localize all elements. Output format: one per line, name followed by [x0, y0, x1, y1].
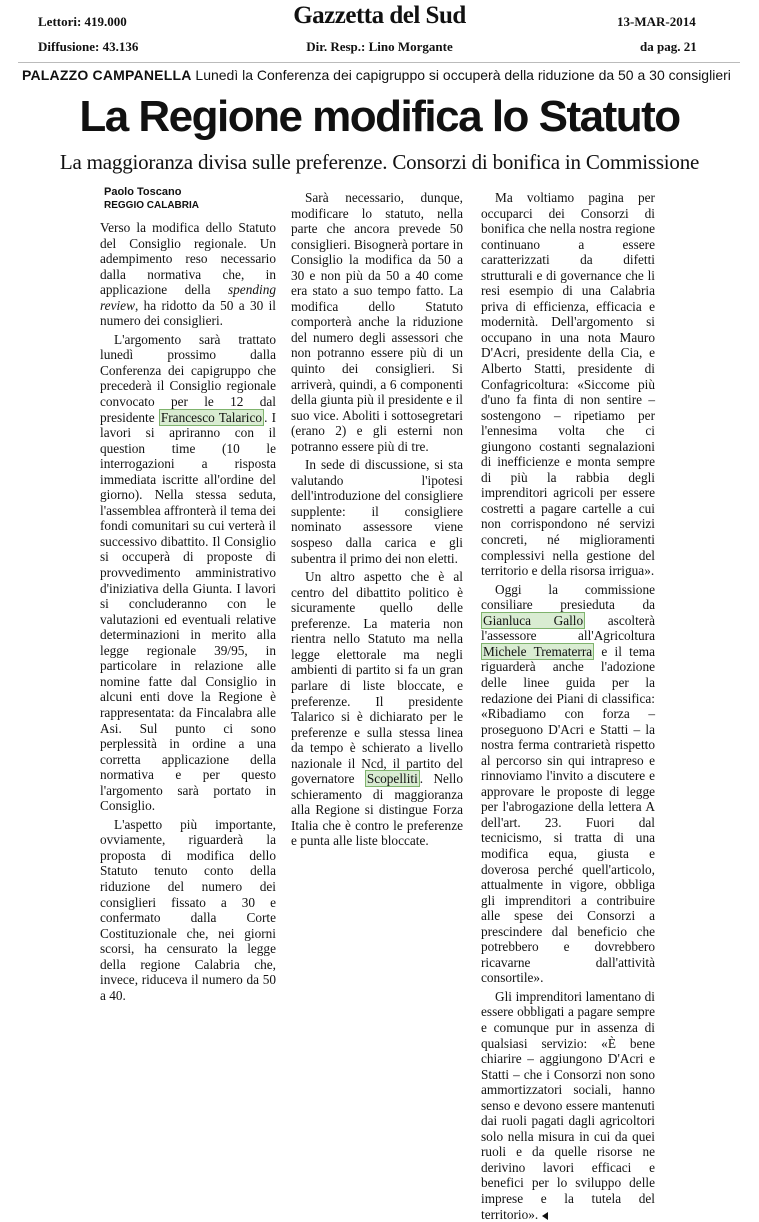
- emphasis: spending review: [100, 282, 276, 313]
- editor-in-chief: Dir. Resp.: Lino Morgante: [306, 39, 453, 54]
- highlighted-name-talarico: Francesco Talarico: [160, 409, 263, 425]
- article-subtitle: La maggioranza divisa sulle preferenze. Consorzi di bonifica in Commissione: [59, 150, 700, 174]
- kicker-label: PALAZZO CAMPANELLA: [22, 67, 192, 83]
- paragraph: Verso la modifica dello Statuto del Consiglio regionale. Un adempimento reso necessario dalla normativa che, in applicazione della spending review, ha ridotto da 50 a 30 il numero dei consiglieri.: [100, 220, 276, 329]
- page-reference: da pag. 21: [640, 39, 697, 54]
- readers-count: Lettori: 419.000: [38, 14, 127, 29]
- paragraph: Oggi la commissione consiliare presieduta da Gianluca Gallo ascolterà l'assessore all'Agricoltura Michele Trematerra e il tema riguarderà anche l'adozione delle linee guida per la redazione dei Piani di classifica: «Ribadiamo con forza – proseguono D'Acri e Statti – la nostra ferma contrarietà rispetto al percorso sin qui intrapreso e rinnoviamo l'invito a discutere e approvare le proposte di legge per l'abrogazione della lettera A dell'art. 23. Fuori dal tecnicismo, si tratta di una modifica equa, giusta e doverosa perché quell'articolo, attualmente in vigore, obbliga gli imprenditori a contribuire alle spese dei Consorzi a prescindere dal beneficio che potrebbero e dovrebbero ricavarne dall'attività consortile».: [481, 581, 656, 986]
- kicker-text: Lunedì la Conferenza dei capigruppo si occuperà della riduzione da 50 a 30 consiglieri: [195, 67, 731, 83]
- masthead-title: Gazzetta del Sud: [293, 2, 466, 29]
- byline-author: Paolo Toscano: [104, 186, 182, 198]
- article-column-3: [481, 190, 656, 1222]
- highlighted-name-gallo: Gianluca Gallo: [483, 612, 584, 628]
- article-title: La Regione modifica lo Statuto: [79, 92, 680, 141]
- circulation-count: Diffusione: 43.136: [38, 39, 139, 54]
- paragraph: Sarà necessario, dunque, modificare lo statuto, nella parte che ancora prevede 50 consiglieri. Bisognerà portare in Consiglio la modifica da 50 a 30 e non più da 50 a 40 come era stato a suo tempo fatto. La modifica dello Statuto comporterà anche la riduzione del numero degli assessori che non potranno essere più di un quinto dei consiglieri. Si arriverà, quindi, a 6 componenti della giunta più il presidente e il suo vice. Aboliti i sottosegretari (erano 2) e gli esterni non potranno essere più di tre.: [291, 190, 463, 454]
- article-kicker: [22, 67, 742, 83]
- header-divider: [18, 62, 740, 63]
- paragraph: L'aspetto più importante, ovviamente, riguarderà la proposta di modifica dello Statuto tenuto conto della riduzione del numero dei consiglieri fissato a 30 e confermato dalla Corte Costituzionale che, nei giorni scorsi, ha censurato la legge della regione Calabria che, invece, riduceva il numero da 50 a 40.: [100, 816, 276, 1003]
- byline-place: REGGIO CALABRIA: [104, 200, 199, 211]
- highlighted-name-trematerra: Michele Trematerra: [483, 643, 593, 659]
- paragraph: Gli imprenditori lamentano di essere obbligati a pagare sempre e comunque pur in assenza di qualsiasi servizio: «È bene chiarire – aggiungono D'Acri e Statti – che i Consorzi non sono ammortizzatori sociali, hanno senso e devono essere mantenuti dai ruoli pagati dagli agricoltori solo nella misura in cui da quei ruoli e da quelle risorse ne derivino lavori efficaci e benefici per lo sviluppo delle imprese e la tutela del territorio».: [481, 988, 655, 1222]
- article-column-2: [291, 190, 463, 852]
- end-of-article-icon: [542, 1212, 548, 1220]
- highlighted-name-scopelliti: Scopelliti: [366, 771, 418, 787]
- paragraph: Un altro aspetto che è al centro del dibattito politico è sicuramente quello delle preferenze. La materia non rientra nello Statuto ma nella legge elettorale ma negli ambienti di partito si fa un gran parlare di liste bloccate, e preferenze. Il presidente Talarico si è dichiarato per le preferenze e sulla stessa linea da tempo è schierato a livello nazionale il Ncd, il partito del governatore Scopelliti . Nello schieramento di maggioranza alla Regione si distingue Forza Italia che è contro le preferenze e punta alle liste bloccate.: [291, 569, 463, 849]
- byline: [104, 186, 199, 212]
- publication-date: 13-MAR-2014: [617, 14, 696, 29]
- paragraph: L'argomento sarà trattato lunedì prossimo dalla Conferenza dei capigruppo che precederà il Consiglio regionale convocato per le 12 dal presidente Francesco Talarico . I lavori si apriranno con il question time (10 le interrogazioni a risposta immediata iscritte all'ordine del giorno). Nella stessa seduta, l'assemblea affronterà il tema dei fondi comunitari su cui verterà il successivo dibattito. Il Consiglio si occuperà di proposte di provvedimento amministrativo d'iniziativa della Giunta. I lavori si concluderanno con le valutazioni ed eventuali relative determinazioni in merito alla legge regionale 39/95, in particolare in relazione alle nomine fatte dal Consiglio in alcuni enti dove la Regione è rappresentata: da Fincalabra alle Asi. Sul punto ci sono perplessità in ordine a una corretta applicazione della normativa e per questo l'argomento sarà portato in Consiglio.: [100, 331, 276, 814]
- paragraph: Ma voltiamo pagina per occuparci dei Consorzi di bonifica che nella nostra regione continuano a essere caratterizzati da difetti strutturali e di governance che li resi esempio di una Calabria priva di efficienza, efficacia e modernità. Dell'argomento si occupano in una nota Mauro D'Acri, presidente della Cia, e Alberto Statti, presidente di Confagricoltura: «Siccome più d'uno fa finta di non sentire – sostengono – ripetiamo per l'ennesima volta che ci giungono costanti segnalazioni di inefficienze e monta sempre di più la rabbia degli imprenditori agricoli per essere costretti a pagare cartelle a cui non corrispondono né servizi concreti, né miglioramenti complessivi nella gestione del territorio e della risorsa irrigua».: [481, 190, 655, 579]
- paragraph: In sede di discussione, si sta valutando l'ipotesi dell'introduzione del consigliere supplente: il consigliere nominato assessore viene sospeso dalla carica e gli subentra il primo dei non eletti.: [291, 457, 463, 566]
- article-column-1: [100, 220, 276, 1003]
